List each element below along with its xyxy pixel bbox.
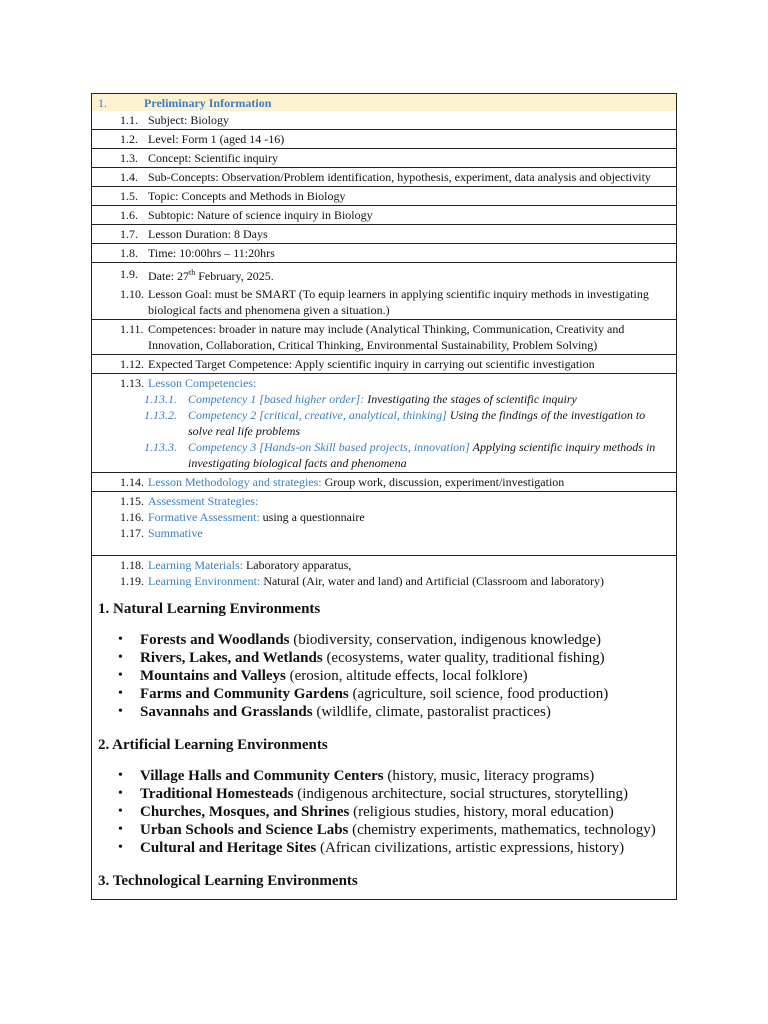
info-item <box>92 319 676 354</box>
item-value: using a questionnaire <box>259 510 365 524</box>
list-item-detail: (biodiversity, conservation, indigenous knowledge) <box>289 632 601 648</box>
info-item <box>92 205 676 224</box>
list-item-title: Village Halls and Community Centers <box>140 768 384 784</box>
competency-label: Competency 1 [based higher order]: <box>188 392 365 406</box>
list-item <box>140 649 676 667</box>
item-text <box>148 557 672 573</box>
item-number: 1.3. <box>120 151 138 165</box>
competency-item <box>92 439 676 471</box>
list-item-detail: (history, music, literacy programs) <box>383 768 595 784</box>
info-item <box>92 354 676 373</box>
competency-label: Competency 3 [Hands-on Skill based projects, innovation] <box>188 440 470 454</box>
item-text <box>148 573 672 589</box>
materials-item <box>92 573 676 589</box>
list-item-detail: (indigenous architecture, social structures, storytelling) <box>293 786 628 802</box>
materials-item <box>92 557 676 573</box>
competency-text <box>188 391 672 407</box>
item-number: 1.14. <box>120 475 144 489</box>
competency-description: Using the findings of the investigation to solve real life problems <box>188 408 646 438</box>
list-item <box>140 685 676 703</box>
date-row <box>92 262 676 285</box>
item-number: 1.4. <box>120 170 138 184</box>
list-item-detail: (chemistry experiments, mathematics, technology) <box>348 822 656 838</box>
item-label: Assessment Strategies: <box>148 494 259 508</box>
item-text <box>148 525 672 541</box>
list-item-title: Urban Schools and Science Labs <box>140 822 349 838</box>
list-item-title: Churches, Mosques, and Shrines <box>140 804 350 820</box>
item-text <box>148 493 672 509</box>
item-number: 1.5. <box>120 189 138 203</box>
competency-description: Applying scientific inquiry methods in investigating biological facts and phenomena <box>188 440 656 470</box>
info-item <box>92 243 676 262</box>
competency-number: 1.13.3. <box>144 440 177 454</box>
item-number: 1.19. <box>120 574 144 588</box>
info-item <box>92 148 676 167</box>
item-number: 1.10. <box>120 287 144 301</box>
item-label: Learning Environment: <box>148 574 261 588</box>
item-text: Lesson Duration: 8 Days <box>148 227 268 241</box>
methodology-label: Lesson Methodology and strategies: <box>148 475 322 489</box>
item-text: Expected Target Competence: Apply scientific inquiry in carrying out scientific investigation <box>148 357 595 371</box>
list-item-detail: (wildlife, climate, pastoralist practices) <box>312 704 551 720</box>
methodology-row <box>92 472 676 491</box>
item-number: 1.7. <box>120 227 138 241</box>
list-item-title: Cultural and Heritage Sites <box>140 840 317 856</box>
competency-number: 1.13.1. <box>144 392 177 406</box>
header-row <box>92 94 676 111</box>
assessment-item <box>92 525 676 541</box>
assessment-item <box>92 509 676 525</box>
item-text: Subtopic: Nature of science inquiry in Biology <box>148 208 373 222</box>
item-number: 1.18. <box>120 558 144 572</box>
item-text: Time: 10:00hrs – 11:20hrs <box>148 246 275 260</box>
lesson-plan-table <box>91 93 677 900</box>
item-number: 1.11. <box>120 322 144 336</box>
assessment-item <box>92 493 676 509</box>
info-item <box>92 167 676 186</box>
list-item <box>140 839 676 857</box>
list-item-title: Traditional Homesteads <box>140 786 294 802</box>
list-item <box>140 767 676 785</box>
item-value: Natural (Air, water and land) and Artificial (Classroom and laboratory) <box>260 574 605 588</box>
item-number: 1.12. <box>120 357 144 371</box>
item-value: Laboratory apparatus, <box>242 558 352 572</box>
list-item-title: Forests and Woodlands <box>140 632 290 648</box>
section-heading: 1. Natural Learning Environments <box>98 601 321 617</box>
item-text: Sub-Concepts: Observation/Problem identification, hypothesis, experiment, data analysis and objectivity <box>148 170 651 184</box>
list-item-title: Mountains and Valleys <box>140 668 286 684</box>
list-item-detail: (agriculture, soil science, food production) <box>348 686 609 702</box>
list-item-title: Rivers, Lakes, and Wetlands <box>140 650 323 666</box>
info-item <box>92 111 676 129</box>
list-item-detail: (erosion, altitude effects, local folklore) <box>285 668 528 684</box>
header-number: 1. <box>98 95 107 110</box>
info-item <box>92 224 676 243</box>
item-text: Topic: Concepts and Methods in Biology <box>148 189 346 203</box>
date-text: Date: 27th February, 2025. <box>148 267 274 283</box>
list-item-title: Farms and Community Gardens <box>140 686 349 702</box>
item-number: 1.2. <box>120 132 138 146</box>
item-text: Lesson Goal: must be SMART (To equip learners in applying scientific inquiry methods in investigating biological facts and phenomena given a situation.) <box>148 287 649 317</box>
environment-row <box>92 555 676 899</box>
item-label: Formative Assessment: <box>148 510 260 524</box>
bullet-list <box>92 631 676 721</box>
bullet-list <box>92 767 676 857</box>
item-text: Level: Form 1 (aged 14 -16) <box>148 132 285 146</box>
competency-item <box>92 391 676 407</box>
item-text: Subject: Biology <box>148 113 229 127</box>
competency-text <box>188 439 672 471</box>
list-item <box>140 703 676 721</box>
info-item <box>92 186 676 205</box>
section-heading: 2. Artificial Learning Environments <box>98 737 328 753</box>
competency-label: Competency 2 [critical, creative, analytical, thinking] <box>188 408 447 422</box>
item-number: 1.15. <box>120 494 144 508</box>
item-text <box>148 509 672 525</box>
list-item-detail: (African civilizations, artistic expressions, history) <box>316 840 625 856</box>
item-number: 1.6. <box>120 208 138 222</box>
competencies-label: Lesson Competencies: <box>148 376 257 390</box>
item-number: 1.17. <box>120 526 144 540</box>
item-number: 1.13. <box>120 376 144 390</box>
item-label: Summative <box>148 526 203 540</box>
list-item <box>140 667 676 685</box>
methodology-text: Group work, discussion, experiment/investigation <box>321 475 565 489</box>
header-title: Preliminary Information <box>144 95 272 110</box>
item-number: 1.16. <box>120 510 144 524</box>
competency-number: 1.13.2. <box>144 408 177 422</box>
competency-item <box>92 407 676 439</box>
list-item-title: Savannahs and Grasslands <box>140 704 313 720</box>
info-item <box>92 285 676 319</box>
list-item-detail: (ecosystems, water quality, traditional fishing) <box>322 650 605 666</box>
item-label: Learning Materials: <box>148 558 243 572</box>
item-number: 1.1. <box>120 113 138 127</box>
competency-text <box>188 407 672 439</box>
item-text: Concept: Scientific inquiry <box>148 151 278 165</box>
section-heading: 3. Technological Learning Environments <box>98 873 358 889</box>
list-item <box>140 785 676 803</box>
item-number: 1.9. <box>120 267 138 281</box>
list-item <box>140 803 676 821</box>
item-text: Competences: broader in nature may include (Analytical Thinking, Communication, Creativity and Innovation, Collaboration, Critical Thinking, Environmental Sustainability, Problem Solving) <box>148 322 625 352</box>
competency-description: Investigating the stages of scientific inquiry <box>364 392 577 406</box>
info-item <box>92 129 676 148</box>
assessment-row <box>92 491 676 555</box>
list-item-detail: (religious studies, history, moral education) <box>349 804 614 820</box>
item-number: 1.8. <box>120 246 138 260</box>
list-item <box>140 821 676 839</box>
list-item <box>140 631 676 649</box>
competencies-row <box>92 373 676 472</box>
